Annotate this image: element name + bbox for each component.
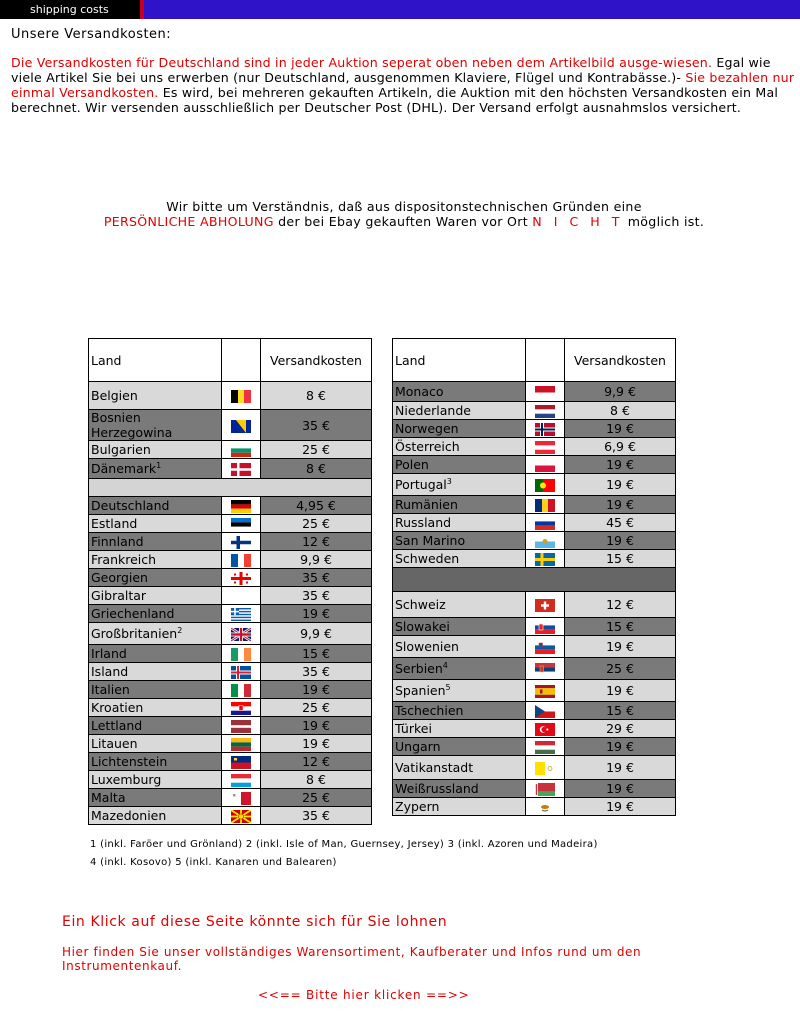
price-cell: 15 € [261,645,372,663]
price-cell: 19 € [261,605,372,623]
header-kosten: Versandkosten [565,339,676,382]
table-row [393,420,676,438]
country-cell [393,702,526,720]
country-name: Weißrussland [395,781,479,796]
flag-cell [222,497,261,515]
latvia-flag-icon [231,720,251,733]
country-cell [89,663,222,681]
flag-cell [222,459,261,479]
intro-paragraph [11,55,800,115]
price-cell: 19 € [565,496,676,514]
price-cell: 25 € [261,789,372,807]
footnote-marker: 1 [156,460,162,470]
country-name: Griechenland [91,606,175,621]
flag-cell [222,645,261,663]
flag-cell [526,702,565,720]
flag-cell [222,515,261,533]
price-cell: 12 € [565,592,676,618]
table-row [89,410,372,441]
country-name: Schweden [395,551,460,566]
flag-cell [222,569,261,587]
country-cell [393,738,526,756]
country-name: Litauen [91,736,138,751]
shipping-table-left [88,338,372,825]
country-name: Slowakei [395,619,450,634]
country-name: Bosnien Herzegowina [91,410,173,440]
table-row [393,456,676,474]
flag-cell [222,623,261,645]
country-cell [393,720,526,738]
france-flag-icon [231,554,251,567]
table-row [89,569,372,587]
price-cell: 19 € [565,798,676,816]
country-cell [89,382,222,410]
flag-cell [222,717,261,735]
price-cell: 19 € [565,780,676,798]
price-cell: 45 € [565,514,676,532]
malta-flag-icon [231,792,251,805]
country-cell [89,587,222,605]
notice-red-2: N I C H T [532,214,624,229]
footnote-line-2: 4 (inkl. Kosovo) 5 (inkl. Kanaren und Balearen) [90,857,337,868]
price-cell: 6,9 € [565,438,676,456]
country-name: Estland [91,516,138,531]
table-row [393,702,676,720]
flag-cell [526,402,565,420]
italy-flag-icon [231,684,251,697]
country-name: Irland [91,646,127,661]
country-cell [393,496,526,514]
norway-flag-icon [535,423,555,436]
promo-text: Hier finden Sie unser vollständiges Warensortiment, Kaufberater und Infos rund um den Instrumentenkauf. [62,945,642,973]
flag-cell [222,551,261,569]
croatia-flag-icon [231,702,251,715]
table-row [89,699,372,717]
table-row [393,496,676,514]
header-kosten: Versandkosten [261,339,372,382]
flag-cell [222,753,261,771]
country-name: Deutschland [91,498,170,513]
intro-red-1: Die Versandkosten für Deutschland sind in jeder Auktion seperat oben neben dem Artikelbild ausge-wiesen. [11,55,713,70]
uk-flag-icon [231,628,251,641]
country-name: Tschechien [395,703,464,718]
country-name: Niederlande [395,403,471,418]
table-header-row [393,339,676,382]
flag-cell [222,807,261,825]
country-name: Finnland [91,534,144,549]
flag-cell [526,592,565,618]
country-name: Vatikanstadt [395,760,474,775]
country-name: Norwegen [395,421,459,436]
country-cell [393,592,526,618]
flag-cell [526,420,565,438]
russia-flag-icon [535,517,555,530]
lithuania-flag-icon [231,738,251,751]
price-cell: 19 € [565,636,676,658]
bosnia-flag-icon [231,420,251,433]
country-name: Luxemburg [91,772,162,787]
table-row [89,789,372,807]
cyprus-flag-icon [535,801,555,814]
price-cell: 35 € [261,569,372,587]
country-cell [393,474,526,496]
portugal-flag-icon [535,479,555,492]
intro-black-1: Egal wie viele Artikel Sie bei uns erwerben (nur Deutschland, ausgenommen Klaviere, Flügel und Kontrabässe.)- [11,55,771,85]
country-cell [393,438,526,456]
table-row [89,497,372,515]
table-row [89,753,372,771]
table-row [89,587,372,605]
country-name: Island [91,664,129,679]
table-row [393,720,676,738]
flag-cell [526,496,565,514]
tab-edge [140,0,144,19]
country-cell [393,514,526,532]
footnote-marker: 2 [177,625,183,635]
price-cell: 25 € [261,515,372,533]
country-name: Slowenien [395,639,459,654]
price-cell: 19 € [565,474,676,496]
price-cell: 19 € [261,681,372,699]
netherlands-flag-icon [535,405,555,418]
flag-cell [526,738,565,756]
table-row [393,798,676,816]
country-name: Lettland [91,718,143,733]
footnote-line-1: 1 (inkl. Faröer und Grönland) 2 (inkl. Isle of Man, Guernsey, Jersey) 3 (inkl. Azoren und Madeira) [90,839,598,850]
price-cell: 15 € [565,550,676,568]
table-row [393,382,676,402]
flag-cell [222,699,261,717]
country-cell [89,441,222,459]
price-cell: 19 € [565,532,676,550]
price-cell: 9,9 € [565,382,676,402]
price-cell: 19 € [261,717,372,735]
notice-mid: der bei Ebay gekauften Waren vor Ort [273,214,533,229]
flag-cell [222,605,261,623]
estonia-flag-icon [231,518,251,531]
country-cell [393,658,526,680]
country-name: Bulgarien [91,442,151,457]
country-cell [89,771,222,789]
country-name: Portugal [395,477,447,493]
click-here-link[interactable]: <<== Bitte hier klicken ==>> [258,988,470,1002]
table-row [393,438,676,456]
flag-cell [526,532,565,550]
price-cell: 9,9 € [261,551,372,569]
country-name: Zypern [395,799,440,814]
price-cell: 35 € [261,807,372,825]
table-row [89,605,372,623]
country-name: Kroatien [91,700,144,715]
country-cell [89,533,222,551]
country-name: Ungarn [395,739,441,754]
country-cell [89,605,222,623]
header-flag [222,339,261,382]
header-land: Land [89,339,222,382]
country-cell [89,515,222,533]
country-cell [393,532,526,550]
country-cell [393,402,526,420]
country-cell [89,735,222,753]
country-cell [89,681,222,699]
table-row [393,618,676,636]
header-land: Land [393,339,526,382]
monaco-flag-icon [535,386,555,399]
table-row [89,382,372,410]
flag-cell [526,474,565,496]
country-name: Russland [395,515,452,530]
price-cell: 12 € [261,753,372,771]
finland-flag-icon [231,536,251,549]
country-cell [89,645,222,663]
table-row [89,717,372,735]
table-row [89,645,372,663]
price-cell: 4,95 € [261,497,372,515]
country-cell [89,569,222,587]
price-cell: 19 € [565,420,676,438]
price-cell: 25 € [565,658,676,680]
table-row [393,402,676,420]
top-bar [0,0,800,19]
price-cell: 15 € [565,702,676,720]
price-cell: 35 € [261,663,372,681]
price-cell: 15 € [565,618,676,636]
tab-label: shipping costs [30,3,109,16]
country-cell [393,680,526,702]
price-cell: 12 € [261,533,372,551]
country-cell [393,798,526,816]
country-cell [89,497,222,515]
price-cell: 25 € [261,699,372,717]
country-name: Belgien [91,388,138,403]
bulgaria-flag-icon [231,444,251,457]
country-name: Georgien [91,570,148,585]
table-row [89,459,372,479]
notice-line-1: Wir bitte um Verständnis, daß aus dispositonstechnischen Gründen eine [166,199,642,214]
country-cell [393,780,526,798]
flag-cell [526,720,565,738]
table-row [89,735,372,753]
footnote-marker: 4 [442,660,448,670]
shipping-table-right [392,338,676,816]
intro-black-2: Es wird, bei mehreren gekauften Artikeln, die Auktion mit den höchsten Versandkosten ein Mal berechnet. Wir versenden ausschließlich per Deutscher Post (DHL). Der Versand erfolgt ausnahmslos versichert. [11,85,779,115]
flag-cell [222,533,261,551]
country-cell [89,717,222,735]
country-name: Monaco [395,384,444,399]
country-cell [393,756,526,780]
country-cell [89,410,222,441]
table-row [393,780,676,798]
flag-cell [222,410,261,441]
belgium-flag-icon [231,390,251,403]
country-name: Dänemark [91,461,157,477]
pickup-notice [0,199,800,229]
table-row [89,807,372,825]
flag-cell [526,780,565,798]
price-cell: 19 € [565,456,676,474]
country-cell [89,807,222,825]
table-row [393,532,676,550]
country-name: Spanien [395,683,446,699]
country-name: Großbritanien [91,626,178,642]
spain-flag-icon [535,685,555,698]
flag-cell [526,438,565,456]
price-cell: 19 € [565,680,676,702]
country-cell [89,753,222,771]
table-row [89,551,372,569]
country-cell [393,618,526,636]
hungary-flag-icon [535,741,555,754]
table-row [393,550,676,568]
price-cell: 19 € [261,735,372,753]
germany-flag-icon [231,500,251,513]
switzerland-flag-icon [535,599,555,612]
price-cell: 35 € [261,587,372,605]
romania-flag-icon [535,499,555,512]
table-spacer-row [393,568,676,592]
flag-cell [222,735,261,753]
flag-cell [526,456,565,474]
table-row [393,636,676,658]
country-name: Schweiz [395,597,446,612]
price-cell: 35 € [261,410,372,441]
country-cell [393,550,526,568]
table-row [393,738,676,756]
price-cell: 8 € [261,382,372,410]
flag-cell [526,618,565,636]
country-cell [393,636,526,658]
country-cell [89,551,222,569]
price-cell: 8 € [261,459,372,479]
price-cell: 8 € [261,771,372,789]
price-cell: 19 € [565,738,676,756]
austria-flag-icon [535,441,555,454]
price-cell: 29 € [565,720,676,738]
country-cell [89,789,222,807]
country-name: Malta [91,790,126,805]
flag-cell [526,680,565,702]
country-name: Lichtenstein [91,754,168,769]
footnote-marker: 5 [445,682,451,692]
price-cell: 8 € [565,402,676,420]
georgia-flag-icon [231,572,251,585]
country-name: Polen [395,457,429,472]
country-name: Türkei [395,721,432,736]
ireland-flag-icon [231,648,251,661]
spacer-cell [89,479,372,497]
country-cell [89,699,222,717]
country-name: Rumänien [395,497,458,512]
liechtenstein-flag-icon [231,756,251,769]
price-cell: 19 € [565,756,676,780]
country-name: Serbien [395,661,443,677]
flag-cell [222,681,261,699]
flag-cell [222,441,261,459]
flag-cell [222,587,261,605]
flag-cell [526,798,565,816]
flag-cell [526,550,565,568]
flag-cell [526,382,565,402]
vatican-flag-icon [535,762,555,775]
country-name: Italien [91,682,130,697]
country-cell [393,382,526,402]
flag-cell [222,771,261,789]
serbia-flag-icon [535,663,555,676]
sweden-flag-icon [535,553,555,566]
san-marino-flag-icon [535,535,555,548]
spacer-cell [393,568,676,592]
greece-flag-icon [231,608,251,621]
belarus-flag-icon [535,783,555,796]
table-row [393,474,676,496]
poland-flag-icon [535,459,555,472]
footnote-marker: 3 [446,476,452,486]
turkey-flag-icon [535,723,555,736]
country-cell [393,420,526,438]
table-row [393,514,676,532]
table-row [393,592,676,618]
country-name: Österreich [395,439,460,454]
table-spacer-row [89,479,372,497]
price-cell: 9,9 € [261,623,372,645]
intro-title: Unsere Versandkosten: [11,27,172,42]
notice-line-2 [0,214,800,229]
country-name: San Marino [395,533,466,548]
czech-flag-icon [535,705,555,718]
table-row [393,658,676,680]
flag-cell [526,658,565,680]
promo-headline: Ein Klick auf diese Seite könnte sich für Sie lohnen [62,914,448,930]
table-header-row [89,339,372,382]
table-row [89,623,372,645]
slovakia-flag-icon [535,621,555,634]
country-cell [89,623,222,645]
notice-red-1: PERSÖNLICHE ABHOLUNG [103,214,274,229]
iceland-flag-icon [231,666,251,679]
shipping-costs-tab[interactable] [0,0,140,19]
flag-cell [526,514,565,532]
flag-cell [222,789,261,807]
intro-red-2: Sie bezahlen nur einmal Versandkosten. [11,70,795,100]
table-row [393,680,676,702]
country-cell [89,459,222,479]
slovenia-flag-icon [535,641,555,654]
table-row [89,533,372,551]
flag-cell [222,663,261,681]
table-row [89,771,372,789]
luxembourg-flag-icon [231,774,251,787]
header-flag [526,339,565,382]
notice-end: möglich ist. [623,214,705,229]
table-row [89,663,372,681]
flag-cell [222,382,261,410]
table-row [89,681,372,699]
country-name: Mazedonien [91,808,167,823]
country-cell [393,456,526,474]
table-row [89,441,372,459]
country-name: Gibraltar [91,588,147,603]
flag-cell [526,636,565,658]
table-row [393,756,676,780]
table-row [89,515,372,533]
macedonia-flag-icon [231,810,251,823]
denmark-flag-icon [231,463,251,476]
flag-cell [526,756,565,780]
country-name: Frankreich [91,552,157,567]
price-cell: 25 € [261,441,372,459]
